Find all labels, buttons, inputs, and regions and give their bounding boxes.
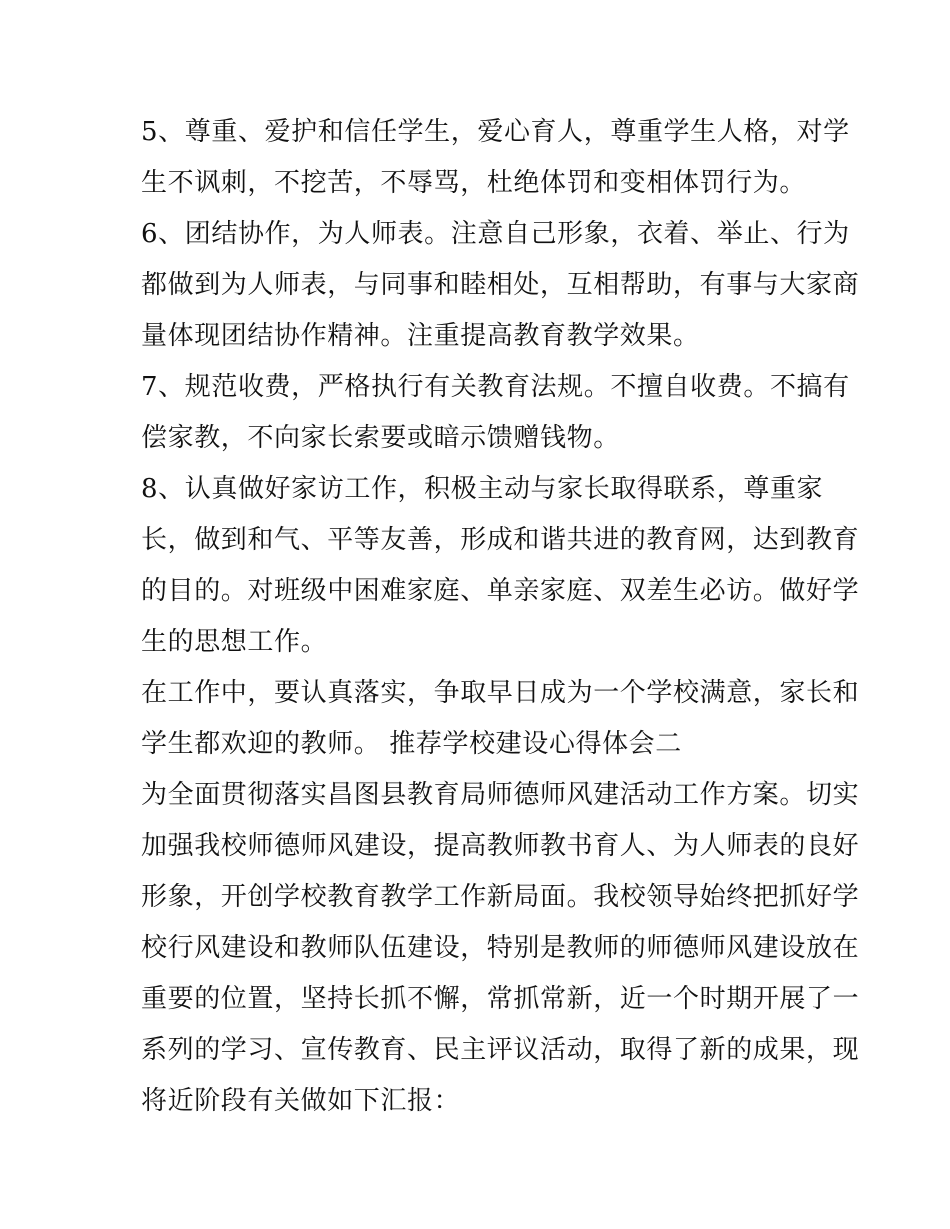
text-line-4: 都做到为人师表，与同事和睦相处，互相帮助，有事与大家商: [141, 270, 860, 300]
text-line-14: 为全面贯彻落实昌图县教育局师德师风建活动工作方案。切实: [141, 780, 860, 810]
text-line-11: 生的思想工作。: [141, 627, 328, 657]
text-line-2: 生不讽刺，不挖苦，不辱骂，杜绝体罚和变相体罚行为。: [141, 168, 807, 198]
text-line-17: 校行风建设和教师队伍建设，特别是教师的师德师风建设放在: [141, 933, 860, 963]
text-line-1: 5、尊重、爱护和信任学生，爱心育人，尊重学生人格，对学: [141, 117, 850, 147]
text-line-9: 长，做到和气、平等友善，形成和谐共进的教育网，达到教育: [141, 525, 860, 555]
text-line-12: 在工作中，要认真落实，争取早日成为一个学校满意，家长和: [141, 678, 860, 708]
text-line-7: 偿家教，不向家长索要或暗示馈赠钱物。: [141, 423, 620, 453]
text-line-13: 学生都欢迎的教师。 推荐学校建设心得体会二: [141, 729, 682, 759]
text-line-6: 7、规范收费，严格执行有关教育法规。不擅自收费。不搞有: [141, 372, 850, 402]
text-line-16: 形象，开创学校教育教学工作新局面。我校领导始终把抓好学: [141, 882, 860, 912]
text-line-5: 量体现团结协作精神。注重提高教育教学效果。: [141, 321, 700, 351]
body-text: [141, 107, 860, 1127]
text-line-3: 6、团结协作，为人师表。注意自己形象，衣着、举止、行为: [141, 219, 850, 249]
text-line-8: 8、认真做好家访工作，积极主动与家长取得联系，尊重家: [141, 474, 824, 504]
text-line-20: 将近阶段有关做如下汇报：: [141, 1086, 461, 1116]
text-line-10: 的目的。对班级中困难家庭、单亲家庭、双差生必访。做好学: [141, 576, 860, 606]
text-line-19: 系列的学习、宣传教育、民主评议活动，取得了新的成果，现: [141, 1035, 860, 1065]
text-line-15: 加强我校师德师风建设，提高教师教书育人、为人师表的良好: [141, 831, 860, 861]
text-line-18: 重要的位置，坚持长抓不懈，常抓常新，近一个时期开展了一: [141, 984, 860, 1014]
